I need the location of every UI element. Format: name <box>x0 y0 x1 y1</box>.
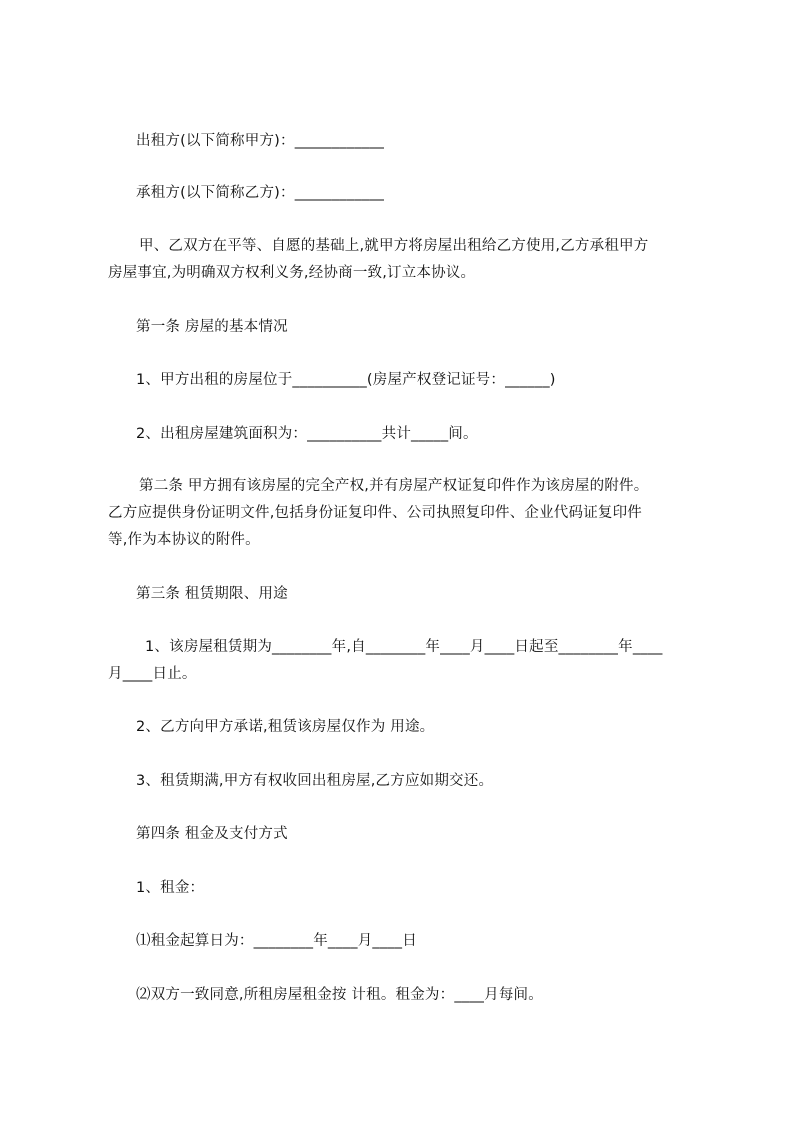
article-1-heading: 第一条 房屋的基本情况 <box>136 319 288 335</box>
article-2-line-3: 等,作为本协议的附件。 <box>108 532 260 548</box>
rent-start-date-line: ⑴租金起算日为：________年____月____日 <box>136 933 417 949</box>
article-4-item-1: 1、租金： <box>136 880 205 896</box>
article-3-item-2: 2、乙方向甲方承诺,租赁该房屋仅作为 用途。 <box>136 719 435 735</box>
article-2-line-2: 乙方应提供身份证明文件,包括身份证复印件、公司执照复印件、企业代码证复印件 <box>108 505 643 521</box>
preamble-line-2: 房屋事宜,为明确双方权利义务,经协商一致,订立本协议。 <box>108 265 476 281</box>
rent-amount-line: ⑵双方一致同意,所租房屋租金按 计租。租金为：____月每间。 <box>136 987 543 1003</box>
article-3-item-1-line-2: 月____日止。 <box>108 666 197 682</box>
article-1-item-2: 2、出租房屋建筑面积为：__________共计_____间。 <box>136 426 478 442</box>
article-2-line-1: 第二条 甲方拥有该房屋的完全产权,并有房屋产权证复印件作为该房屋的附件。 <box>139 478 649 494</box>
article-3-heading: 第三条 租赁期限、用途 <box>136 586 288 602</box>
article-1-item-1: 1、甲方出租的房屋位于__________(房屋产权登记证号：______) <box>136 372 556 388</box>
lessee-line: 承租方(以下简称乙方)：____________ <box>136 185 385 201</box>
article-4-heading: 第四条 租金及支付方式 <box>136 826 288 842</box>
lessor-line: 出租方(以下简称甲方)：____________ <box>136 133 385 149</box>
article-3-item-3: 3、租赁期满,甲方有权收回出租房屋,乙方应如期交还。 <box>136 773 494 789</box>
preamble-line-1: 甲、乙双方在平等、自愿的基础上,就甲方将房屋出租给乙方使用,乙方承租甲方 <box>139 238 649 254</box>
article-3-item-1-line-1: 1、该房屋租赁期为________年,自________年____月____日起至________年____ <box>145 639 663 655</box>
